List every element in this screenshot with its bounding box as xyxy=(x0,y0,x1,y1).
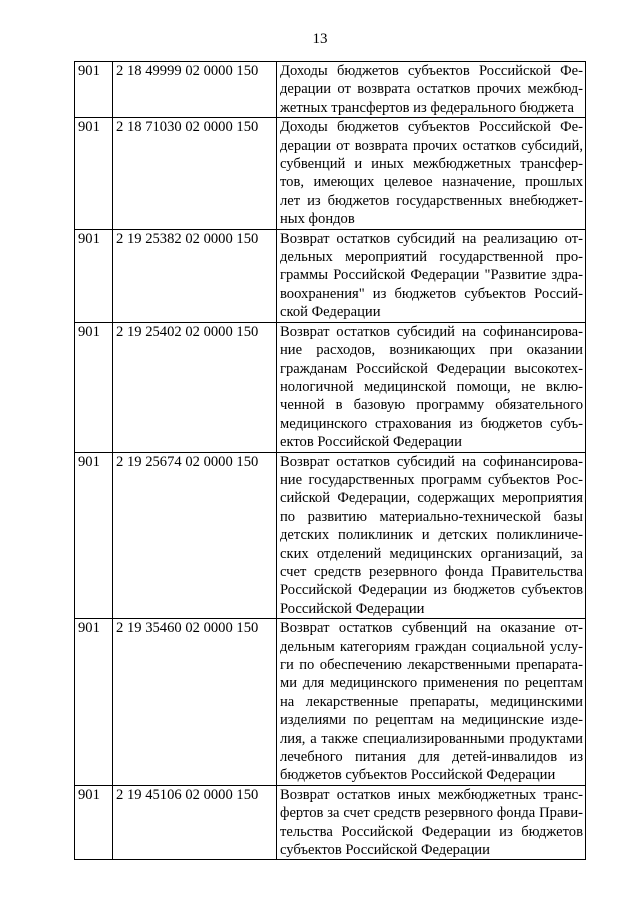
description-line: ных фондов xyxy=(280,211,355,228)
description-line: граммы Российской Федерации "Развитие здра- xyxy=(280,267,583,284)
administrator-code-cell: 901 xyxy=(75,118,113,229)
description-line: ской Федерации xyxy=(280,304,381,321)
description-line: ских отделений медицинских организаций, за xyxy=(280,545,583,562)
description-line: субъектов Российской Федерации xyxy=(280,842,490,859)
description-line: Доходы бюджетов субъектов Российской Фе- xyxy=(280,119,583,136)
description-line: ми для медицинского применения по рецептам xyxy=(280,675,583,692)
budget-classification-code-cell: 2 18 49999 02 0000 150 xyxy=(113,62,277,118)
description-line: ние расходов, возникающих при оказании xyxy=(280,342,583,359)
budget-classification-code-cell: 2 19 25402 02 0000 150 xyxy=(113,322,277,452)
description-line: счет средств резервного фонда Правительства xyxy=(280,563,583,580)
description-line: Российской Федерации xyxy=(280,600,425,617)
revenue-description-cell xyxy=(277,619,586,786)
description-line: ектов Российской Федерации xyxy=(280,434,462,451)
description-line: детских поликлиник и детских поликлиниче- xyxy=(280,527,583,544)
budget-classification-code-cell: 2 18 71030 02 0000 150 xyxy=(113,118,277,229)
table-row xyxy=(75,785,586,860)
table-row xyxy=(75,322,586,452)
table-row xyxy=(75,619,586,786)
revenue-description-cell xyxy=(277,785,586,860)
description-line: жетных трансфертов из федерального бюджета xyxy=(280,99,574,116)
description-line: воохранения" из бюджетов субъектов Россий- xyxy=(280,285,583,302)
description-line: тельства Российской Федерации из бюджетов xyxy=(280,823,583,840)
table-row xyxy=(75,452,586,619)
revenue-description-cell xyxy=(277,118,586,229)
description-line: дерации от возврата прочих остатков субсидий, xyxy=(280,137,583,154)
description-line: ги по обеспечению лекарственными препарата- xyxy=(280,657,583,673)
description-line: дерации от возврата остатков прочих межбюд- xyxy=(280,81,583,98)
administrator-code-cell: 901 xyxy=(75,322,113,452)
administrator-code-cell: 901 xyxy=(75,785,113,860)
description-line: дельных мероприятий государственной про- xyxy=(280,249,583,266)
budget-codes-table xyxy=(74,61,586,860)
description-line: Российской Федерации из бюджетов субъектов xyxy=(280,582,583,599)
description-line: нологичной медицинской помощи, не вклю- xyxy=(280,378,583,395)
description-line: Возврат остатков субвенций на оказание от- xyxy=(280,620,583,637)
description-line: лет из бюджетов государственных внебюджет- xyxy=(280,192,583,209)
revenue-description-cell xyxy=(277,62,586,118)
revenue-description-cell xyxy=(277,229,586,322)
description-line: лечебного питания для детей-инвалидов из xyxy=(280,749,583,766)
description-line: дельным категориям граждан социальной услу- xyxy=(280,638,583,655)
description-line: сийской Федерации, содержащих мероприятия xyxy=(280,490,583,507)
revenue-description-cell xyxy=(277,322,586,452)
description-line: Возврат остатков субсидий на реализацию от- xyxy=(280,230,583,247)
description-line: гражданам Российской Федерации высокотех- xyxy=(280,360,583,377)
revenue-description-cell xyxy=(277,452,586,619)
description-line: изделиями по рецептам на медицинские изде- xyxy=(280,712,583,729)
administrator-code-cell: 901 xyxy=(75,62,113,118)
description-line: на лекарственные препараты, медицинскими xyxy=(280,693,583,710)
table-row xyxy=(75,118,586,229)
description-line: медицинского страхования из бюджетов субъ- xyxy=(280,415,583,432)
budget-classification-code-cell: 2 19 25674 02 0000 150 xyxy=(113,452,277,619)
administrator-code-cell: 901 xyxy=(75,619,113,786)
table-row xyxy=(75,229,586,322)
description-line: ние государственных программ субъектов Рос- xyxy=(280,471,583,488)
description-line: Возврат остатков субсидий на софинансирова- xyxy=(280,453,583,470)
budget-classification-code-cell: 2 19 25382 02 0000 150 xyxy=(113,229,277,322)
budget-classification-code-cell: 2 19 45106 02 0000 150 xyxy=(113,785,277,860)
description-line: Возврат остатков субсидий на софинансирова- xyxy=(280,323,583,340)
description-line: ченной в базовую программу обязательного xyxy=(280,397,583,414)
table-body xyxy=(75,62,586,860)
administrator-code-cell: 901 xyxy=(75,229,113,322)
description-line: бюджетов субъектов Российской Федерации xyxy=(280,767,556,784)
description-line: по развитию материально-технической базы xyxy=(280,508,583,525)
budget-classification-code-cell: 2 19 35460 02 0000 150 xyxy=(113,619,277,786)
page-number: 13 xyxy=(312,31,328,47)
administrator-code-cell: 901 xyxy=(75,452,113,619)
description-line: субвенций и иных межбюджетных трансфер- xyxy=(280,156,583,173)
description-line: Возврат остатков иных межбюджетных транс- xyxy=(280,786,583,803)
description-line: тов, имеющих целевое назначение, прошлых xyxy=(280,174,583,191)
description-line: лия, а также специализированными продуктами xyxy=(280,730,583,747)
table-row xyxy=(75,62,586,118)
description-line: фертов за счет средств резервного фонда Прави- xyxy=(280,805,583,822)
description-line: Доходы бюджетов субъектов Российской Фе- xyxy=(280,63,583,79)
